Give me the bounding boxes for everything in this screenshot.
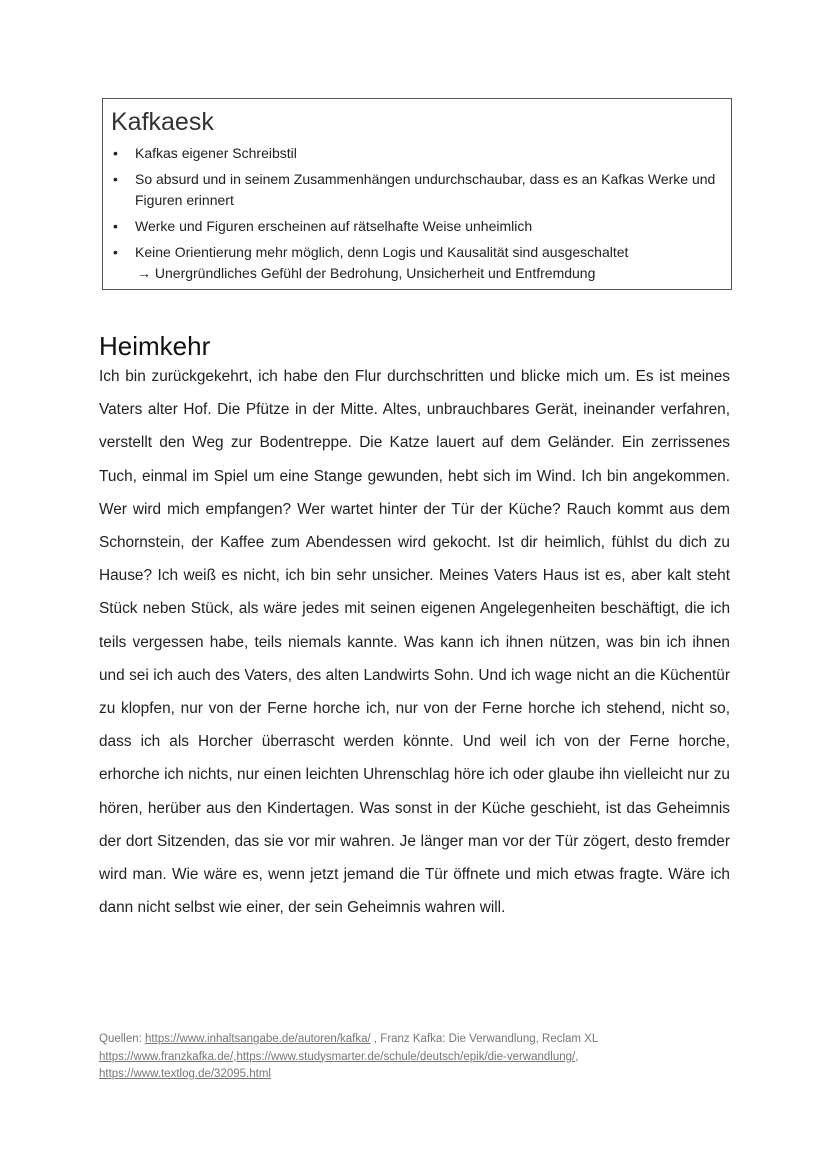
source-link-studysmarter[interactable]: https://www.studysmarter.de/schule/deutsch/epik/die-verwandlung/ [236,1050,576,1063]
sources-footer [99,1031,739,1084]
source-book: , Franz Kafka: Die Verwandlung, Reclam XL [370,1033,599,1045]
source-link-textlog[interactable]: https://www.textlog.de/32095.html [99,1068,271,1080]
kafkaesk-box [102,98,732,290]
list-item [111,143,721,164]
kafkaesk-bullet-list [111,143,721,284]
sources-label: Quellen: [99,1033,146,1045]
bullet-icon: • [113,218,118,234]
list-item [111,216,721,237]
list-item-text: So absurd und in seinem Zusammenhängen undurchschaubar, dass es an Kafkas Werke und Figuren erinnert [135,171,716,208]
source-separator: , [575,1050,579,1063]
source-separator: , [233,1050,237,1063]
bullet-icon: • [113,244,118,260]
kafkaesk-title: Kafkaesk [111,108,214,136]
source-link-franzkafka[interactable]: https://www.franzkafka.de/ [99,1050,234,1063]
heimkehr-title: Heimkehr [99,331,211,361]
arrow-sub-item: → Unergründliches Gefühl der Bedrohung, Unsicherheit und Entfremdung [137,265,596,281]
list-item-text: Keine Orientierung mehr möglich, denn Logis und Kausalität sind ausgeschaltet [135,244,629,260]
list-item [111,242,721,284]
heimkehr-text: Ich bin zurückgekehrt, ich habe den Flur durchschritten und blicke mich um. Es ist meines Vaters alter Hof. Die Pfütze in der Mitte. Altes, unbrauchbares Gerät, ineinander verfahren, verstellt den Weg zur Bodentreppe. Die Katze lauert auf dem Geländer. Ein zerrissenes Tuch, einmal im Spiel um eine Stange gewunden, hebt sich im Wind. Ich bin angekommen. Wer wird mich empfangen? Wer wartet hinter der Tür der Küche? Rauch kommt aus dem Schornstein, der Kaffee zum Abendessen wird gekocht. Ist dir heimlich, fühlst du dich zu Hause? Ich weiß es nicht, ich bin sehr unsicher. Meines Vaters Haus ist es, aber kalt steht Stück neben Stück, als wäre jedes mit seinen eigenen Angelegenheiten beschäftigt, die ich teils vergessen habe, teils niemals kannte. Was kann ich ihnen nützen, was bin ich ihnen und sei ich auch des Vaters, des alten Landwirts Sohn. Und ich wage nicht an die Küchentür zu klopfen, nur von der Ferne horche ich, nur von der Ferne horche ich stehend, nicht so, dass ich als Horcher überrascht werden könnte. Und weil ich von der Ferne horche, erhorche ich nichts, nur einen leichten Uhrenschlag höre ich oder glaube ihn vielleicht nur zu hören, herüber aus den Kindertagen. Was sonst in der Küche geschieht, ist das Geheimnis der dort Sitzenden, das sie vor mir wahren. Je länger man vor der Tür zögert, desto fremder wird man. Wie wäre es, wenn jetzt jemand die Tür öffnete und mich etwas fragte. Wäre ich dann nicht selbst wie einer, der sein Geheimnis wahren will. [99,368,730,917]
list-item-text: Werke und Figuren erscheinen auf rätselhafte Weise unheimlich [135,218,533,234]
bullet-icon: • [113,145,118,161]
list-item [111,169,721,211]
source-link-inhaltsangabe[interactable]: https://www.inhaltsangabe.de/autoren/kafka/ [145,1033,371,1045]
list-item-text: Kafkas eigener Schreibstil [135,145,297,161]
bullet-icon: • [113,171,118,187]
